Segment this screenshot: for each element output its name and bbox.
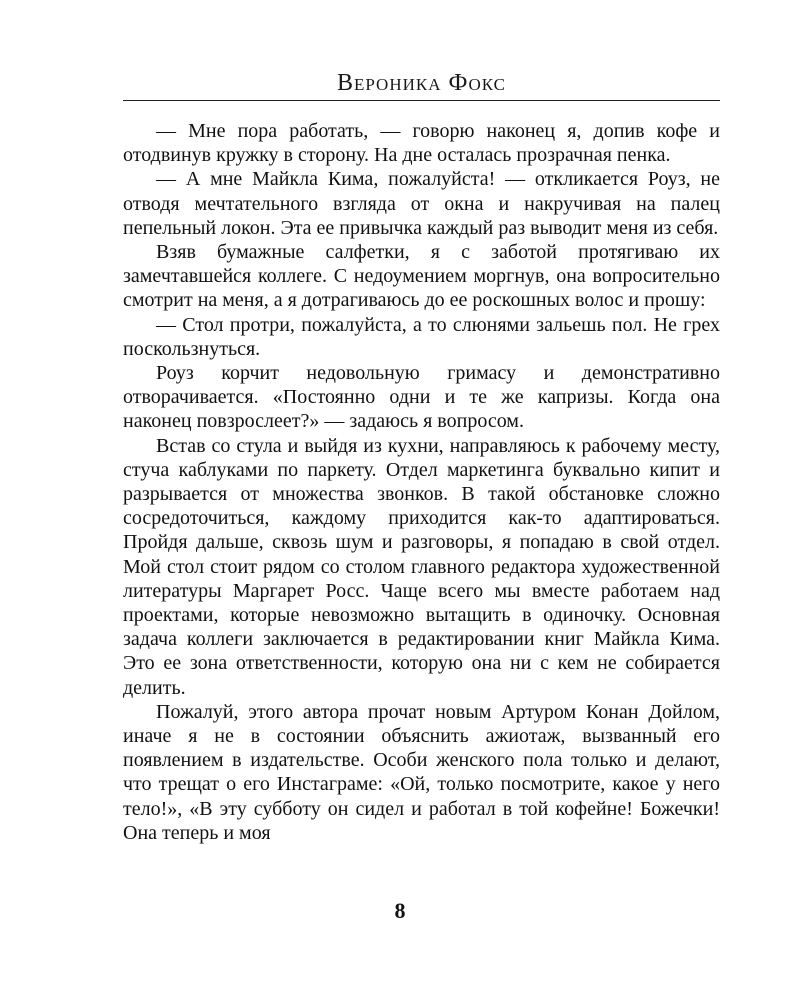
body-text	[123, 119, 720, 845]
paragraph: — Мне пора работать, — говорю наконец я, допив кофе и отодвинув кружку в сторону. На дне осталась прозрачная пенка.	[123, 120, 720, 167]
paragraph: Встав со стула и выйдя из кухни, направляюсь к рабочему месту, стуча каблуками по паркету. Отдел маркетинга буквально кипит и разрывается от множества звонков. В такой обстановке сложно сосредоточиться, каждому приходится как-то адаптироваться. Пройдя дальше, сквозь шум и разговоры, я попадаю в свой отдел. Мой стол стоит рядом со столом главного редактора художественной литературы Маргарет Росс. Чаще всего мы вместе работаем над проектами, которые невозможно вытащить в одиночку. Основная задача коллеги заключается в редактировании книг Майкла Кима. Это ее зона ответственности, которую она ни с кем не собирается делить.	[123, 434, 720, 699]
paragraph: — Стол протри, пожалуйста, а то слюнями зальешь пол. Не грех поскользнуться.	[123, 313, 720, 360]
paragraph: — А мне Майкла Кима, пожалуйста! — откликается Роуз, не отводя мечтательного взгляда от окна и накручивая на палец пепельный локон. Эта ее привычка каждый раз выводит меня из себя.	[123, 168, 720, 239]
header-divider	[123, 100, 720, 101]
paragraph: Взяв бумажные салфетки, я с заботой протягиваю их замечтавшейся коллеге. С недоумением моргнув, она вопросительно смотрит на меня, а я дотрагиваюсь до ее роскошных волос и прошу:	[123, 241, 720, 312]
paragraph: Пожалуй, этого автора прочат новым Артуром Конан Дойлом, иначе я не в состоянии объяснить ажиотаж, вызванный его появлением в издательстве. Особи женского пола только и делают, что трещат о его Инстаграме: «Ой, только посмотрите, какое у него тело!», «В эту субботу он сидел и работал в той кофейне! Божечки! Она теперь и моя	[123, 700, 720, 844]
page-number: 8	[394, 898, 406, 923]
running-header-author: Вероника Фокс	[337, 70, 506, 96]
paragraph: Роуз корчит недовольную гримасу и демонстративно отворачивается. «Постоянно одни и те же капризы. Когда она наконец повзрослеет?» — задаюсь я вопросом.	[123, 362, 720, 433]
